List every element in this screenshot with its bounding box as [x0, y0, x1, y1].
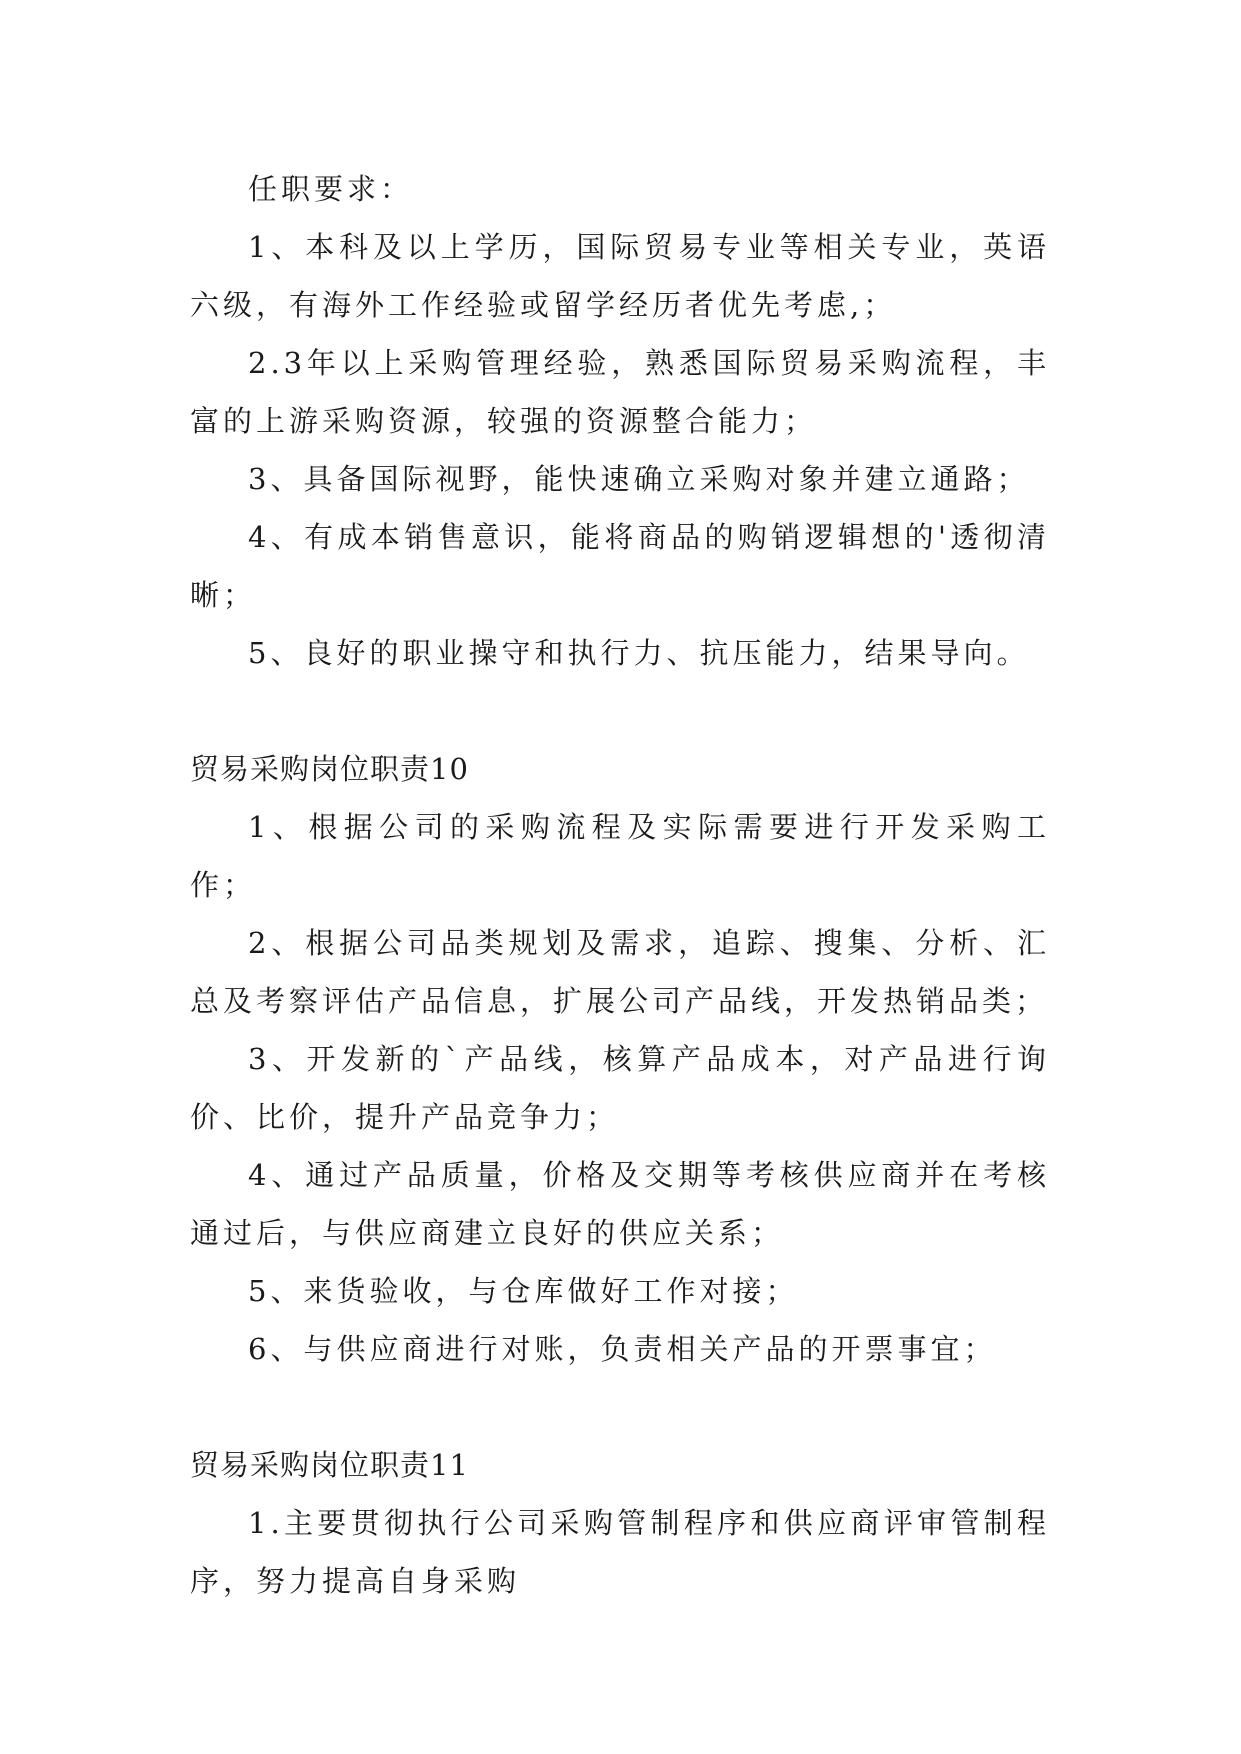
duty-10-item-6: 6、与供应商进行对账，负责相关产品的开票事宜；: [248, 1332, 997, 1366]
requirements-title: 任职要求：: [248, 172, 414, 206]
duty-10-item-5: 5、来货验收，与仓库做好工作对接；: [248, 1274, 799, 1308]
duty-10-item-3: 3、开发新的`产品线，核算产品成本，对产品进行询价、比价，提升产品竞争力；: [190, 1042, 1050, 1134]
duty-10-item-2: 2、根据公司品类规划及需求，追踪、搜集、分析、汇总及考察评估产品信息，扩展公司产品线，开发热销品类；: [190, 926, 1050, 1018]
duty-10-item-1: 1、根据公司的采购流程及实际需要进行开发采购工作；: [190, 810, 1050, 902]
requirement-item-2: 2.3年以上采购管理经验，熟悉国际贸易采购流程，丰富的上游采购资源，较强的资源整合能力；: [190, 346, 1050, 438]
requirement-item-3: 3、具备国际视野，能快速确立采购对象并建立通路；: [248, 462, 1030, 496]
requirement-item-4: 4、有成本销售意识，能将商品的购销逻辑想的'透彻清晰；: [190, 520, 1050, 612]
section-spacer: [190, 1378, 1050, 1436]
requirement-item-1: 1、本科及以上学历，国际贸易专业等相关专业，英语六级，有海外工作经验或留学经历者优先考虑,；: [190, 230, 1050, 322]
section-heading-11: 贸易采购岗位职责11: [190, 1448, 469, 1482]
section-heading-10: 贸易采购岗位职责10: [190, 752, 469, 786]
duty-11-item-1: 1.主要贯彻执行公司采购管制程序和供应商评审管制程序，努力提高自身采购: [190, 1506, 1050, 1598]
section-spacer: [190, 682, 1050, 740]
requirement-item-5: 5、良好的职业操守和执行力、抗压能力，结果导向。: [248, 636, 1030, 670]
duty-10-item-4: 4、通过产品质量，价格及交期等考核供应商并在考核通过后，与供应商建立良好的供应关系；: [190, 1158, 1050, 1250]
document-body: [190, 160, 1050, 1610]
